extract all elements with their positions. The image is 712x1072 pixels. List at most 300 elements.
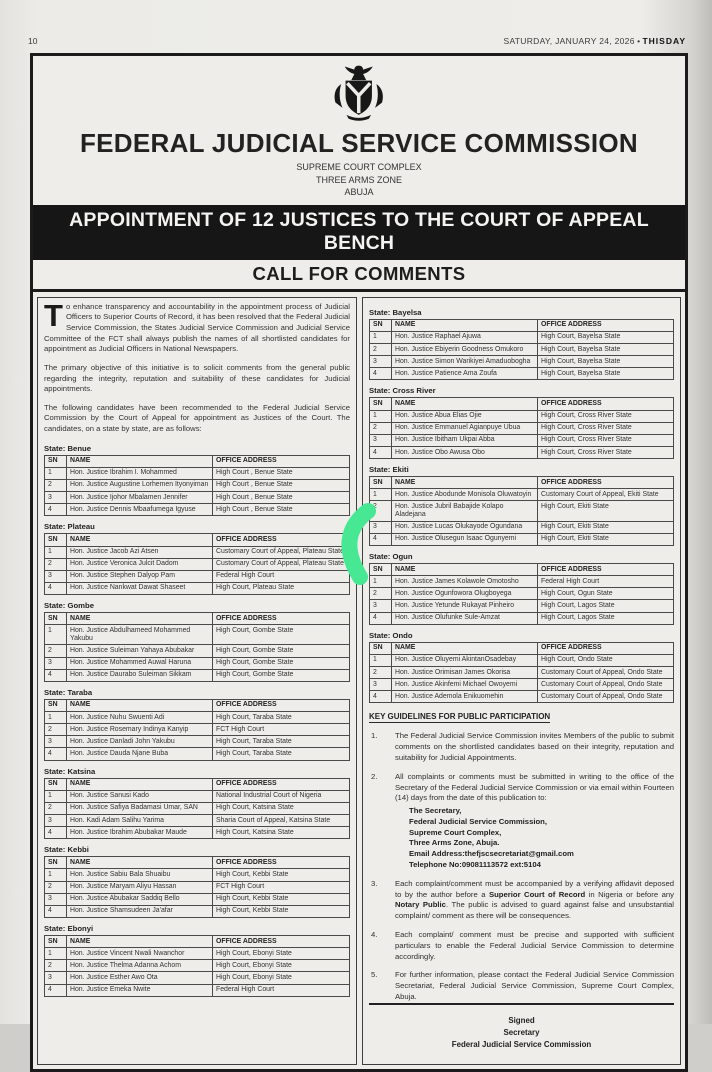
candidate-name: Hon. Justice Sabiu Bala Shuaibu	[67, 869, 213, 881]
candidate-row	[45, 984, 350, 996]
candidate-name: Hon. Justice Danladi John Yakubu	[67, 736, 213, 748]
candidate-office: Federal High Court	[213, 570, 350, 582]
candidate-sn: 2	[45, 802, 67, 814]
candidates-table	[369, 476, 674, 546]
state-table-taraba	[44, 687, 350, 761]
candidate-office: High Court, Ondo State	[538, 654, 674, 666]
candidate-sn: 2	[45, 479, 67, 491]
column-header-sn: SN	[370, 319, 392, 331]
state-name: Cross River	[392, 386, 436, 396]
state-label	[44, 443, 350, 455]
candidate-row	[370, 331, 674, 343]
guideline-number: 4.	[371, 929, 378, 939]
candidates-table	[44, 935, 350, 997]
candidate-sn: 4	[370, 447, 392, 459]
candidate-name: Hon. Justice Mohammed Auwal Haruna	[67, 657, 213, 669]
candidate-name: Hon. Justice Sanusi Kado	[67, 790, 213, 802]
state-label	[44, 844, 350, 856]
main-headline-banner: APPOINTMENT OF 12 JUSTICES TO THE COURT OF APPEAL BENCH	[33, 205, 685, 260]
candidate-row	[45, 669, 350, 681]
state-label	[44, 600, 350, 612]
candidate-office: High Court, Gombe State	[213, 669, 350, 681]
candidate-name: Hon. Justice Abodunde Monisola Oluwatoyin	[392, 489, 538, 501]
candidate-row	[45, 504, 350, 516]
candidate-name: Hon. Justice Yetunde Rukayat Pinheiro	[392, 600, 538, 612]
candidate-name: Hon. Justice Dennis Mbaafumega Igyuse	[67, 504, 213, 516]
candidate-name: Hon. Justice Jubril Babajide Kolapo Aladejana	[392, 501, 538, 521]
candidate-row	[370, 654, 674, 666]
column-header-office: OFFICE ADDRESS	[538, 564, 674, 576]
table-header-row	[370, 477, 674, 489]
candidate-name: Hon. Justice Ademola Enikuomehin	[392, 691, 538, 703]
column-header-sn: SN	[370, 477, 392, 489]
candidate-sn: 3	[45, 815, 67, 827]
state-table-gombe	[44, 600, 350, 682]
contact-line: Federal Judicial Service Commission,	[409, 816, 548, 826]
state-name: Gombe	[67, 601, 94, 611]
candidate-row	[45, 972, 350, 984]
guideline-item	[369, 879, 674, 922]
candidate-row	[370, 679, 674, 691]
candidate-office: High Court, Taraba State	[213, 712, 350, 724]
candidate-name: Hon. Kadi Adam Salihu Yarima	[67, 815, 213, 827]
state-word: State:	[369, 465, 391, 475]
candidate-office: High Court, Ekiti State	[538, 533, 674, 545]
candidate-office: High Court , Benue State	[213, 479, 350, 491]
candidate-sn: 1	[370, 489, 392, 501]
candidate-office: High Court, Ekiti State	[538, 501, 674, 521]
state-label	[44, 687, 350, 699]
candidate-sn: 2	[45, 960, 67, 972]
signature-line: Secretary	[503, 1027, 540, 1037]
candidate-name: Hon. Justice Jacob Azi Atsen	[67, 546, 213, 558]
table-header-row	[45, 857, 350, 869]
dateline: SATURDAY, JANUARY 24, 2026	[503, 36, 635, 46]
column-header-office: OFFICE ADDRESS	[538, 319, 674, 331]
guideline-text: All complaints or comments must be submitted in writing to the office of the Secretary of the Federal Judicial Service Commission or via email within Fourteen (14) days from the date of this publication to: The Secretary, Federal Judicial Service Commission, Supreme Court Complex, Three Arms Zone, Abuja. Email Address:thefjscsecretariat@gmail.com Telephone No:09081113572 ext:5104	[395, 771, 674, 870]
call-for-comments-banner: CALL FOR COMMENTS	[33, 260, 685, 292]
candidate-sn: 1	[370, 654, 392, 666]
address-line: ABUJA	[344, 187, 374, 198]
state-word: State:	[44, 924, 66, 934]
candidate-office: High Court, Cross River State	[538, 410, 674, 422]
state-name: Katsina	[67, 766, 96, 776]
candidate-sn: 3	[45, 657, 67, 669]
candidate-name: Hon. Justice Emeka Nwite	[67, 984, 213, 996]
column-header-name: NAME	[392, 477, 538, 489]
state-table-ondo	[369, 630, 674, 704]
candidate-name: Hon. Justice Shamsudeen Ja'afar	[67, 905, 213, 917]
candidate-office: High Court, Kebbi State	[213, 869, 350, 881]
candidate-sn: 4	[370, 368, 392, 380]
candidate-name: Hon. Justice Ibitham Ukpai Abba	[392, 434, 538, 446]
candidate-sn: 4	[45, 669, 67, 681]
column-header-name: NAME	[67, 699, 213, 711]
state-word: State:	[44, 845, 66, 855]
state-name: Ondo	[392, 630, 413, 640]
state-table-ekiti	[369, 464, 674, 546]
candidate-row	[370, 667, 674, 679]
candidate-sn: 4	[370, 533, 392, 545]
candidate-office: Federal High Court	[213, 984, 350, 996]
state-word: State:	[369, 552, 391, 562]
candidate-row	[45, 558, 350, 570]
guidelines-heading: KEY GUIDELINES FOR PUBLIC PARTICIPATION	[369, 712, 551, 722]
candidate-row	[370, 576, 674, 588]
candidate-office: Customary Court of Appeal, Plateau State	[213, 558, 350, 570]
table-header-row	[45, 534, 350, 546]
candidate-name: Hon. Justice Oluyemi AkintanOsadebay	[392, 654, 538, 666]
column-header-sn: SN	[45, 936, 67, 948]
candidate-row	[370, 691, 674, 703]
table-header-row	[370, 319, 674, 331]
candidate-row	[370, 356, 674, 368]
state-name: Benue	[67, 443, 91, 453]
candidate-row	[45, 657, 350, 669]
signature-line: Signed	[508, 1015, 535, 1025]
candidate-row	[45, 546, 350, 558]
state-table-kebbi	[44, 844, 350, 918]
candidate-sn: 1	[370, 576, 392, 588]
contact-line: Supreme Court Complex,	[409, 827, 502, 837]
nigeria-coat-of-arms-icon	[328, 63, 390, 121]
candidate-row	[370, 410, 674, 422]
candidate-sn: 2	[370, 344, 392, 356]
column-header-office: OFFICE ADDRESS	[538, 398, 674, 410]
candidate-name: Hon. Justice Thelma Adanna Achom	[67, 960, 213, 972]
candidate-office: High Court, Kebbi State	[213, 905, 350, 917]
column-header-office: OFFICE ADDRESS	[213, 699, 350, 711]
state-name: Ogun	[392, 552, 413, 562]
candidate-name: Hon. Justice James Kolawole Omotosho	[392, 576, 538, 588]
guideline-text: Each complaint/ comment must be precise and supported with sufficient particulars to enable the Federal Judicial Service Commission to determine accordingly.	[395, 929, 674, 961]
candidate-office: High Court, Cross River State	[538, 434, 674, 446]
candidate-name: Hon. Justice Vincent Nwali Nwanchor	[67, 948, 213, 960]
candidate-name: Hon. Justice Augustine Lorhemen Ityonyiman	[67, 479, 213, 491]
state-table-bayelsa	[369, 307, 674, 381]
candidate-sn: 1	[370, 410, 392, 422]
candidate-name: Hon. Justice Orimisan James Okorisa	[392, 667, 538, 679]
column-header-sn: SN	[45, 613, 67, 625]
candidate-row	[45, 467, 350, 479]
candidate-office: High Court , Benue State	[213, 492, 350, 504]
candidate-name: Hon. Justice Ijohor Mbalamen Jennifer	[67, 492, 213, 504]
column-header-sn: SN	[370, 564, 392, 576]
candidate-name: Hon. Justice Raphael Ajuwa	[392, 331, 538, 343]
state-label	[369, 551, 674, 563]
candidate-office: High Court, Ogun State	[538, 588, 674, 600]
state-label	[369, 630, 674, 642]
guideline-number: 2.	[371, 771, 378, 781]
candidate-office: Federal High Court	[538, 576, 674, 588]
page-number: 10	[28, 36, 38, 46]
candidate-office: Customary Court of Appeal, Ondo State	[538, 679, 674, 691]
candidate-sn: 3	[370, 679, 392, 691]
page-header-strip	[0, 0, 712, 51]
candidates-table	[369, 319, 674, 381]
candidate-sn: 2	[370, 422, 392, 434]
candidate-sn: 2	[370, 667, 392, 679]
candidate-sn: 4	[45, 984, 67, 996]
state-name: Ebonyi	[67, 924, 94, 934]
signature-line: Federal Judicial Service Commission	[451, 1040, 592, 1050]
candidate-row	[370, 489, 674, 501]
candidate-row	[45, 815, 350, 827]
candidate-office: Customary Court of Appeal, Plateau State	[213, 546, 350, 558]
state-name: Taraba	[67, 687, 93, 697]
candidate-sn: 2	[45, 558, 67, 570]
candidate-name: Hon. Justice Ebiyerin Goodness Omukoro	[392, 344, 538, 356]
candidate-sn: 4	[45, 748, 67, 760]
candidate-office: High Court, Katsina State	[213, 827, 350, 839]
right-column	[362, 297, 681, 1066]
contact-line: Telephone No:09081113572 ext:5104	[409, 860, 541, 870]
table-header-row	[45, 699, 350, 711]
candidate-name: Hon. Justice Patience Ama Zoufa	[392, 368, 538, 380]
candidate-sn: 4	[45, 905, 67, 917]
candidate-office: National Industrial Court of Nigeria	[213, 790, 350, 802]
table-header-row	[370, 398, 674, 410]
candidate-name: Hon. Justice Simon Warikiyei Amaduobogha	[392, 356, 538, 368]
candidates-table	[44, 455, 350, 517]
candidate-sn: 2	[370, 501, 392, 521]
candidate-office: Customary Court of Appeal, Ondo State	[538, 667, 674, 679]
candidate-sn: 2	[370, 588, 392, 600]
intro-paragraph-2: The primary objective of this initiative is to solicit comments from the general public regarding the integrity, reputation and suitability of these candidates for Judicial appointments.	[44, 362, 350, 394]
candidate-office: High Court, Taraba State	[213, 748, 350, 760]
candidate-row	[45, 905, 350, 917]
candidate-office: High Court , Benue State	[213, 467, 350, 479]
column-header-office: OFFICE ADDRESS	[538, 477, 674, 489]
state-word: State:	[44, 443, 66, 453]
candidate-office: High Court, Ekiti State	[538, 521, 674, 533]
signature-block	[369, 1003, 674, 1060]
right-state-tables	[369, 302, 674, 704]
candidate-office: High Court, Cross River State	[538, 422, 674, 434]
candidate-sn: 3	[45, 893, 67, 905]
candidate-name: Hon. Justice Abua Elias Ojie	[392, 410, 538, 422]
candidate-office: High Court, Bayelsa State	[538, 344, 674, 356]
candidate-row	[370, 501, 674, 521]
candidates-table	[44, 612, 350, 682]
candidate-sn: 1	[45, 712, 67, 724]
contact-line: The Secretary,	[409, 806, 462, 816]
content-columns	[33, 292, 685, 1070]
guideline-item	[369, 772, 674, 871]
table-header-row	[45, 455, 350, 467]
state-word: State:	[369, 307, 391, 317]
candidate-name: Hon. Justice Akinfemi Michael Owoyemi	[392, 679, 538, 691]
column-header-sn: SN	[45, 778, 67, 790]
column-header-office: OFFICE ADDRESS	[213, 857, 350, 869]
candidate-sn: 3	[370, 521, 392, 533]
candidate-name: Hon. Justice Stephen Dalyop Pam	[67, 570, 213, 582]
candidate-row	[45, 479, 350, 491]
candidate-row	[370, 368, 674, 380]
candidate-row	[370, 612, 674, 624]
candidate-row	[370, 434, 674, 446]
column-header-name: NAME	[392, 564, 538, 576]
candidate-sn: 1	[45, 948, 67, 960]
column-header-name: NAME	[67, 936, 213, 948]
candidate-row	[370, 422, 674, 434]
column-header-office: OFFICE ADDRESS	[538, 642, 674, 654]
column-header-sn: SN	[370, 642, 392, 654]
candidate-row	[370, 521, 674, 533]
masthead-name: THISDAY	[642, 36, 686, 46]
candidate-row	[45, 881, 350, 893]
guideline-text: The Federal Judicial Service Commission invites Members of the public to submit comments on the shortlisted candidates based on their integrity, reputation and suitability for Judicial Appointments.	[395, 731, 674, 762]
column-header-sn: SN	[45, 534, 67, 546]
guideline-text: Each complaint/comment must be accompanied by a verifying affidavit deposed to by the author before a Superior Court of Record in Nigeria or before any Notary Public. The public is advised to guard against false and unsubstantial complaint/ comment as there will be consequences.	[395, 878, 674, 921]
candidate-sn: 1	[45, 790, 67, 802]
candidate-row	[45, 869, 350, 881]
candidate-office: High Court, Cross River State	[538, 447, 674, 459]
contact-address-block	[409, 806, 674, 871]
table-header-row	[45, 613, 350, 625]
candidate-sn: 3	[45, 972, 67, 984]
guideline-text: For further information, please contact the Federal Judicial Service Commission Secretariat, Federal Judicial Service Commission, Supreme Court Complex, Abuja.	[395, 970, 674, 1001]
column-header-office: OFFICE ADDRESS	[213, 534, 350, 546]
state-word: State:	[44, 766, 66, 776]
state-word: State:	[44, 687, 66, 697]
candidate-name: Hon. Justice Nuhu Swuenti Adi	[67, 712, 213, 724]
table-header-row	[370, 564, 674, 576]
candidate-sn: 1	[45, 625, 67, 645]
candidate-sn: 1	[370, 331, 392, 343]
guideline-item	[369, 970, 674, 1002]
candidate-name: Hon. Justice Ibrahim Abubakar Maude	[67, 827, 213, 839]
state-table-ebonyi	[44, 923, 350, 997]
column-header-office: OFFICE ADDRESS	[213, 778, 350, 790]
candidate-row	[45, 724, 350, 736]
candidate-name: Hon. Justice Esther Awo Ota	[67, 972, 213, 984]
column-header-name: NAME	[67, 857, 213, 869]
guideline-number: 3.	[371, 878, 378, 888]
candidate-name: Hon. Justice Obo Awusa Obo	[392, 447, 538, 459]
candidate-name: Hon. Justice Dauda Njane Buba	[67, 748, 213, 760]
organization-title: FEDERAL JUDICIAL SERVICE COMMISSION	[79, 128, 639, 158]
candidate-row	[45, 492, 350, 504]
candidate-sn: 2	[45, 881, 67, 893]
state-table-cross-river	[369, 385, 674, 459]
candidates-table	[44, 699, 350, 761]
candidate-name: Hon. Justice Abubakar Saddiq Bello	[67, 893, 213, 905]
candidate-name: Hon. Justice Daurabo Suleiman Sikkam	[67, 669, 213, 681]
candidate-row	[45, 827, 350, 839]
candidate-sn: 4	[370, 612, 392, 624]
state-table-katsina	[44, 766, 350, 840]
candidate-sn: 1	[45, 467, 67, 479]
candidate-office: High Court, Lagos State	[538, 600, 674, 612]
left-column	[37, 297, 357, 1066]
column-header-name: NAME	[67, 778, 213, 790]
state-name: Plateau	[67, 522, 95, 532]
state-table-benue	[44, 443, 350, 517]
candidate-row	[45, 712, 350, 724]
candidate-office: High Court, Katsina State	[213, 802, 350, 814]
guidelines-list	[369, 723, 674, 1002]
candidate-office: High Court , Benue State	[213, 504, 350, 516]
candidate-sn: 3	[370, 600, 392, 612]
column-header-name: NAME	[392, 319, 538, 331]
candidate-name: Hon. Justice Olufunke Sule-Amzat	[392, 612, 538, 624]
column-header-name: NAME	[392, 642, 538, 654]
organization-address	[33, 161, 685, 199]
candidate-name: Hon. Justice Safiya Badamasi Umar, SAN	[67, 802, 213, 814]
candidate-name: Hon. Justice Rosemary Indinya Kanyip	[67, 724, 213, 736]
separator-bullet-icon: •	[637, 36, 641, 46]
column-header-office: OFFICE ADDRESS	[213, 936, 350, 948]
candidate-sn: 4	[45, 582, 67, 594]
candidate-office: FCT High Court	[213, 724, 350, 736]
state-label	[44, 766, 350, 778]
candidate-office: High Court, Gombe State	[213, 657, 350, 669]
intro-paragraph-3: The following candidates have been recommended to the Federal Judicial Service Commission by the Court of Appeal for appointment as Justices of the Court. The candidates, on a state by state, are as follows:	[44, 402, 350, 434]
candidate-office: High Court, Gombe State	[213, 645, 350, 657]
guideline-item	[369, 930, 674, 962]
candidate-office: High Court, Ebonyi State	[213, 960, 350, 972]
table-header-row	[45, 936, 350, 948]
column-header-sn: SN	[45, 699, 67, 711]
candidate-sn: 4	[370, 691, 392, 703]
candidate-office: High Court, Taraba State	[213, 736, 350, 748]
candidate-row	[45, 960, 350, 972]
candidate-office: High Court, Bayelsa State	[538, 368, 674, 380]
candidate-sn: 1	[45, 869, 67, 881]
candidate-sn: 1	[45, 546, 67, 558]
state-label	[369, 307, 674, 319]
guideline-number: 1.	[371, 731, 378, 741]
candidate-name: Hon. Justice Olusegun Isaac Ogunyemi	[392, 533, 538, 545]
candidates-table	[369, 563, 674, 625]
candidate-row	[45, 645, 350, 657]
address-line: SUPREME COURT COMPLEX	[296, 162, 422, 172]
candidate-name: Hon. Justice Ibrahim I. Mohammed	[67, 467, 213, 479]
column-header-sn: SN	[45, 857, 67, 869]
candidate-row	[370, 344, 674, 356]
state-label	[44, 521, 350, 533]
table-header-row	[370, 642, 674, 654]
contact-line: Email Address:thefjscsecretariat@gmail.com	[409, 849, 574, 859]
column-header-name: NAME	[392, 398, 538, 410]
intro-paragraph-1: To enhance transparency and accountability in the appointment process of Judicial Officers to Superior Courts of Record, it has been resolved that the Federal Judicial Service Commission, the States Judicial Service Commission and Judicial Service Committee of the FCT shall always publish the names of all shortlisted candidates for appointment as Judicial Officers in National Newspapers.	[44, 297, 350, 354]
candidates-table	[369, 397, 674, 459]
state-name: Bayelsa	[392, 307, 422, 317]
table-header-row	[45, 778, 350, 790]
candidate-row	[370, 533, 674, 545]
intro-text	[44, 297, 350, 435]
state-label	[369, 464, 674, 476]
candidate-office: High Court, Lagos State	[538, 612, 674, 624]
candidate-sn: 2	[45, 724, 67, 736]
candidate-name: Hon. Justice Maryam Aliyu Hassan	[67, 881, 213, 893]
column-header-name: NAME	[67, 613, 213, 625]
candidate-row	[370, 447, 674, 459]
candidate-row	[45, 582, 350, 594]
column-header-name: NAME	[67, 455, 213, 467]
candidate-name: Hon. Justice Ogunfowora Olugboyega	[392, 588, 538, 600]
column-header-sn: SN	[370, 398, 392, 410]
candidate-row	[45, 736, 350, 748]
candidates-table	[44, 856, 350, 918]
guideline-item	[369, 731, 674, 763]
guideline-number: 5.	[371, 970, 378, 980]
candidate-office: Sharia Court of Appeal, Katsina State	[213, 815, 350, 827]
candidate-sn: 2	[45, 645, 67, 657]
announcement-frame	[30, 53, 688, 1072]
organization-header	[33, 56, 685, 199]
